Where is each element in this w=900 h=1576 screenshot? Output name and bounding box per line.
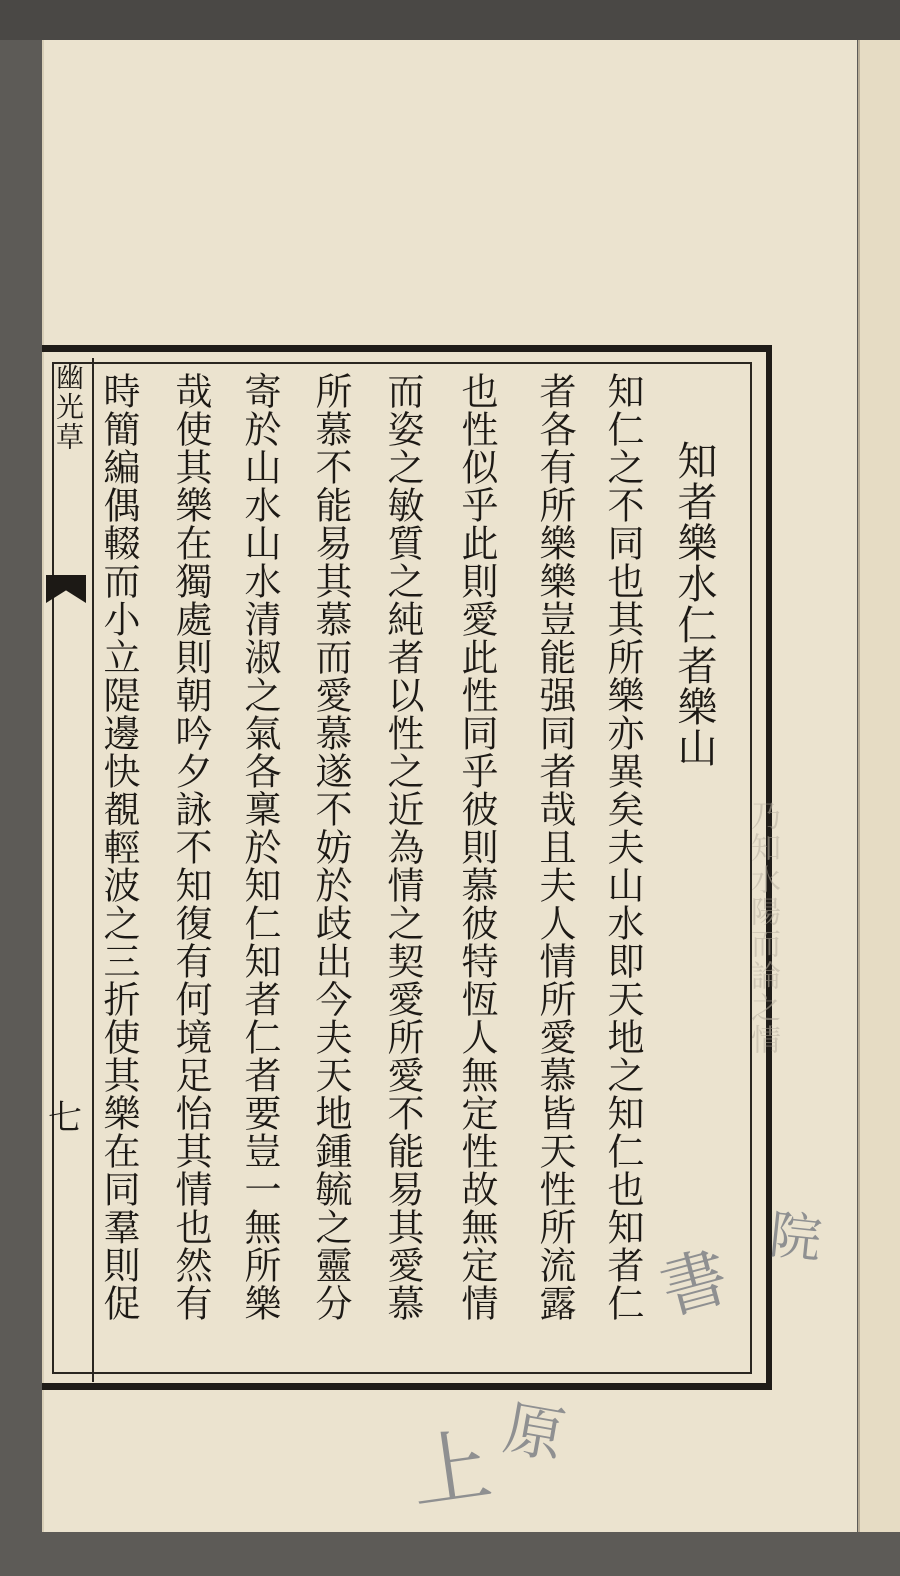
text-column-4: 而姿之敏質之純者以性之近為情之契愛所愛不能易其愛慕: [381, 372, 424, 1322]
book-title-margin: 幽光草: [52, 362, 85, 452]
text-column-2: 者各有所樂樂豈能强同者哉且夫人情所愛慕皆天性所流露: [533, 372, 576, 1322]
text-column-5: 所慕不能易其慕而愛慕遂不妨於歧出今夫天地鍾毓之靈分: [309, 372, 352, 1322]
text-column-8: 時簡編偶輟而小立隄邊快覩輕波之三折使其樂在同羣則促: [97, 372, 140, 1322]
page-number: 七: [48, 1098, 82, 1138]
library-stamp-char-4: 院: [766, 1205, 825, 1271]
essay-title: 知者樂水仁者樂山: [671, 440, 717, 768]
text-column-7: 哉使其樂在獨處則朝吟夕詠不知復有何境足怡其情也然有: [169, 372, 212, 1322]
text-column-6: 寄於山水山水清淑之氣各稟於知仁知者仁者要豈一無所樂: [238, 372, 281, 1322]
bleed-through-text: 乃知水陽而論之情: [745, 800, 780, 1056]
library-stamp-char-2: 原: [498, 1393, 570, 1473]
text-column-1: 知仁之不同也其所樂亦異矣夫山水即天地之知仁也知者仁: [601, 372, 644, 1322]
library-stamp-char-1: 上: [404, 1417, 498, 1522]
text-column-3: 也性似乎此則愛此性同乎彼則慕彼特恆人無定性故無定情: [455, 372, 498, 1322]
scan-background: [0, 0, 900, 40]
library-stamp-char-3: 書: [652, 1237, 737, 1330]
adjacent-page-edge: [858, 40, 900, 1532]
fore-edge-column: [42, 358, 94, 1382]
